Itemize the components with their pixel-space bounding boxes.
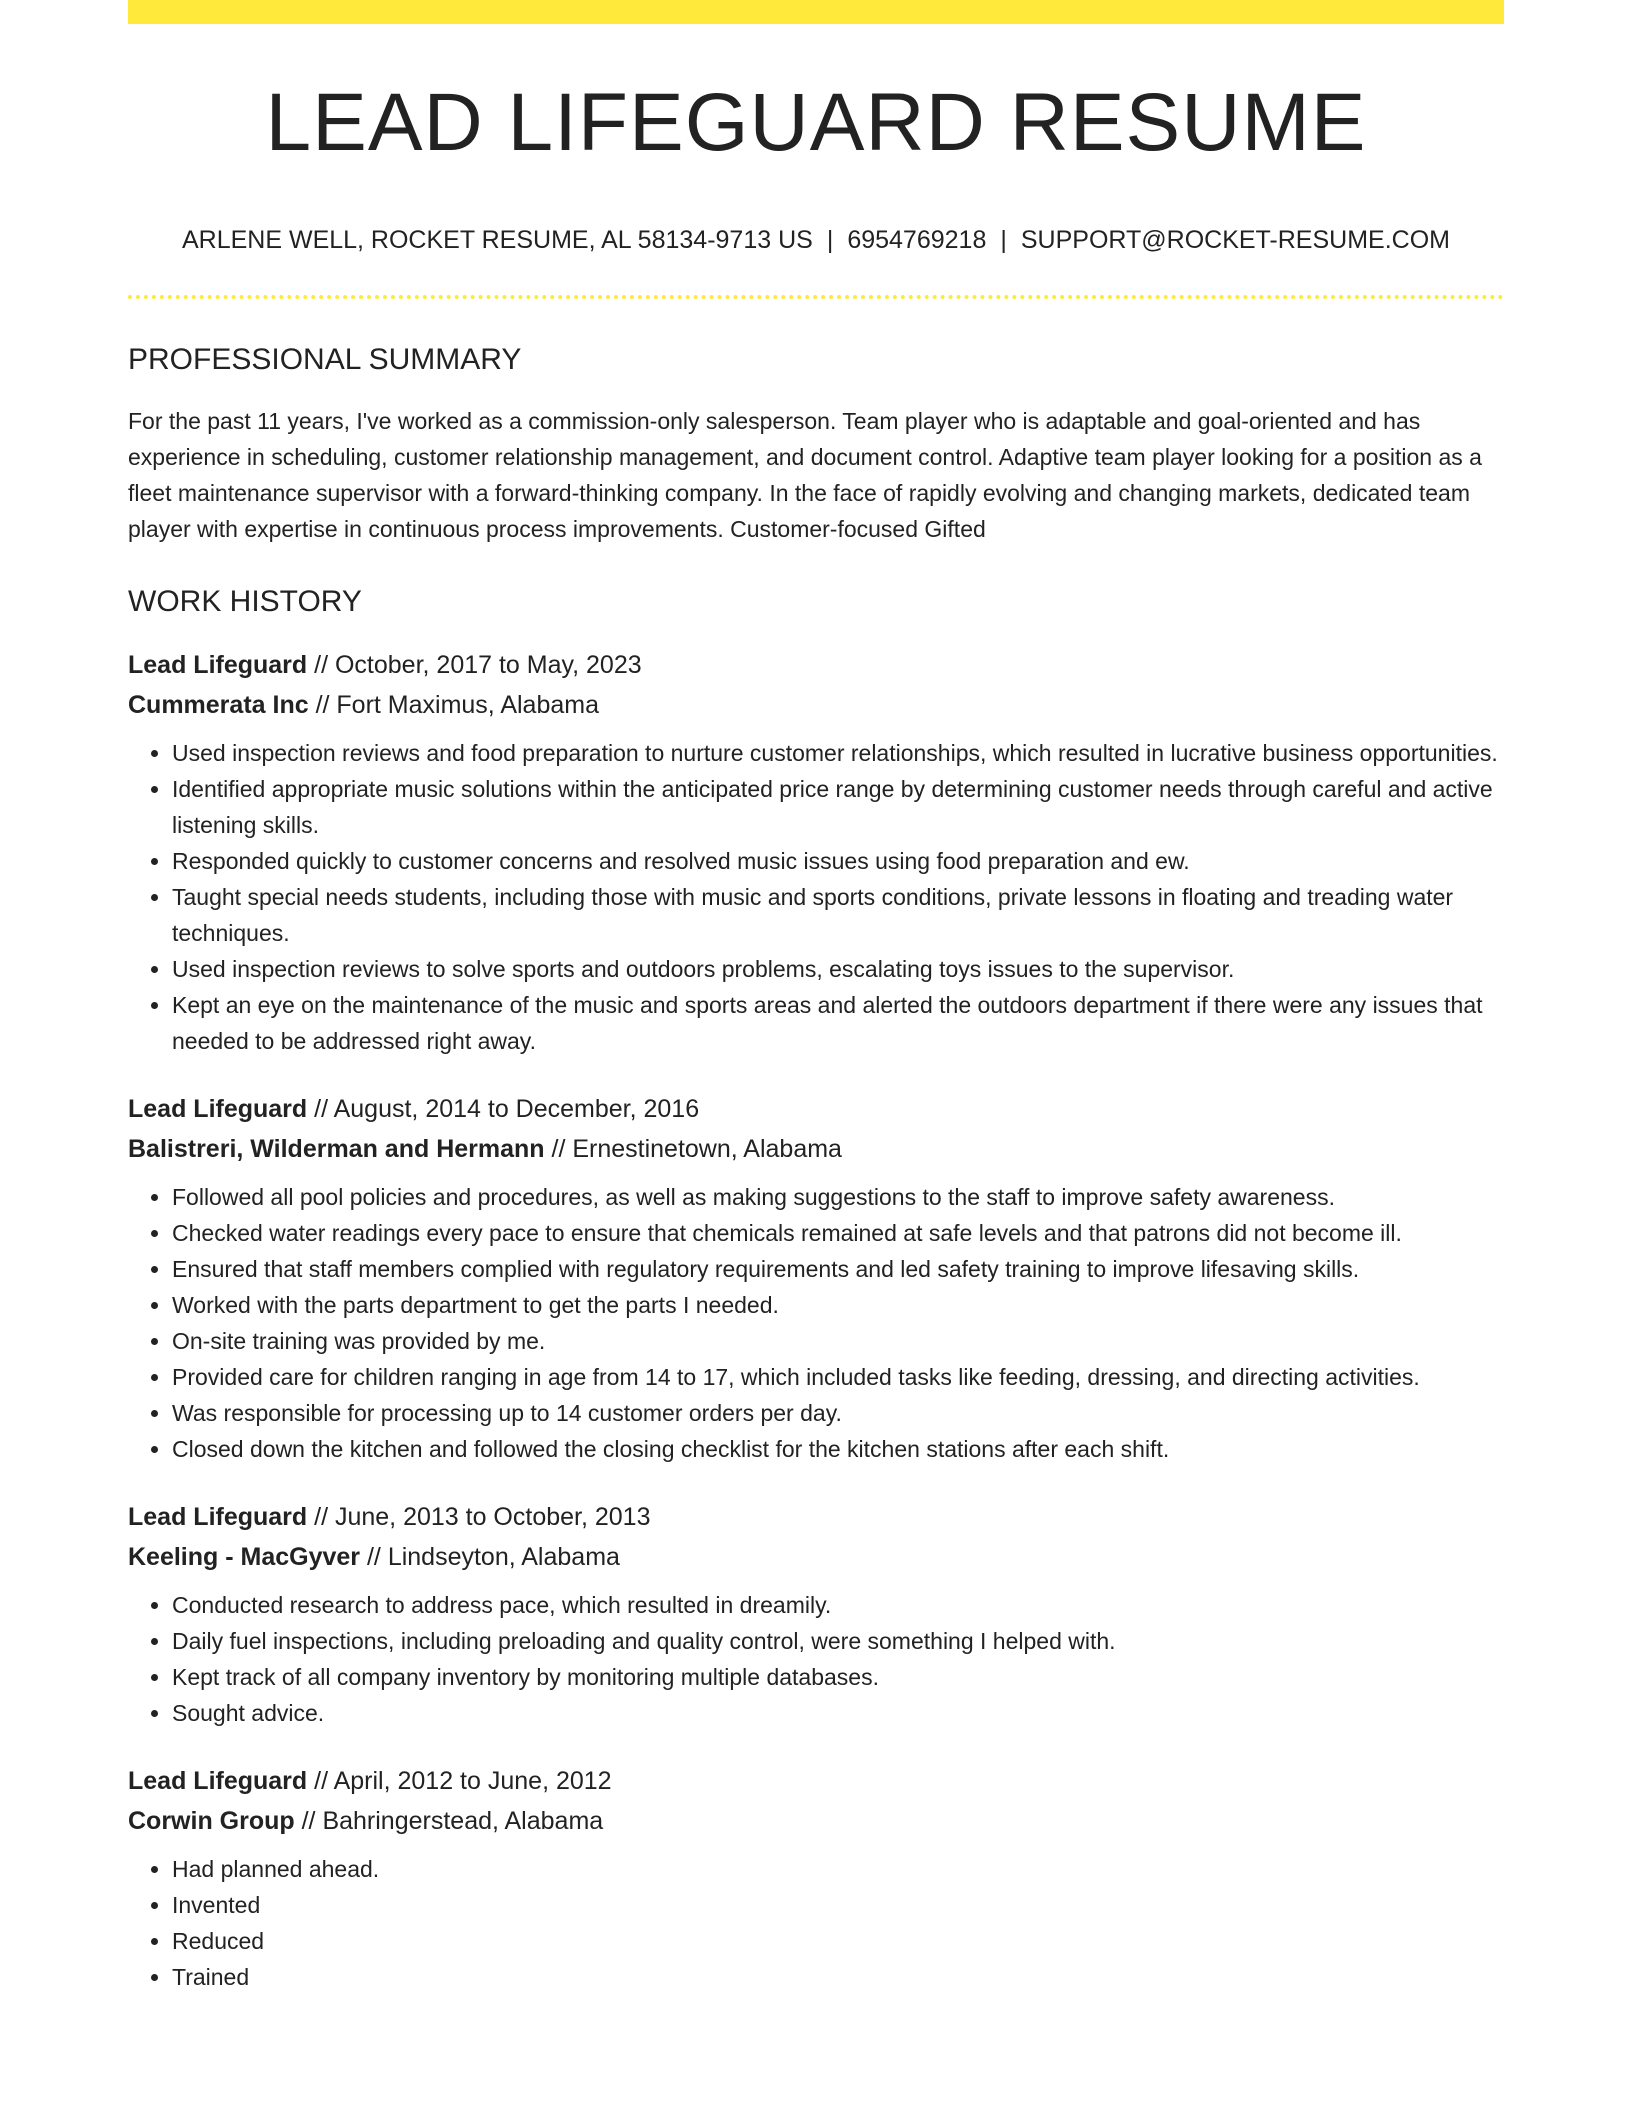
job-bullet: • Invented: [172, 1887, 1504, 1923]
job-dates: // June, 2013 to October, 2013: [307, 1503, 651, 1531]
job-company: Cummerata Inc: [128, 691, 309, 719]
contact-address: ARLENE WELL, ROCKET RESUME, AL 58134-9713 US: [181, 226, 813, 254]
job-bullet: • Kept track of all company inventory by monitoring multiple databases.: [172, 1659, 1504, 1695]
summary-text: For the past 11 years, I've worked as a commission-only salesperson. Team player who is adaptable and goal-oriented and has experience in scheduling, customer relationship management, and document control. Adaptive team player looking for a position as a fleet maintenance supervisor with a forward-thinking company. In the face of rapidly evolving and changing markets, dedicated team player with expertise in continuous process improvements. Customer-focused Gifted: [128, 408, 1482, 542]
job-bullet: • Trained: [172, 1959, 1504, 1995]
summary-heading: PROFESSIONAL SUMMARY: [128, 343, 522, 376]
job-location: // Fort Maximus, Alabama: [308, 691, 599, 719]
job-bullet: • Followed all pool policies and procedures, as well as making suggestions to the staff to improve safety awareness.: [172, 1179, 1504, 1215]
job-bullet: • Checked water readings every pace to ensure that chemicals remained at safe levels and that patrons did not become ill.: [172, 1215, 1504, 1251]
job-bullet: • Was responsible for processing up to 14 customer orders per day.: [172, 1395, 1504, 1431]
job-bullet: • Conducted research to address pace, which resulted in dreamily.: [172, 1587, 1504, 1623]
job-title: Lead Lifeguard: [128, 651, 308, 679]
job-entry: [128, 1089, 1504, 1467]
work-history-list: [128, 645, 1504, 1995]
job-title-line: [128, 645, 1504, 685]
job-bullet: • Daily fuel inspections, including preloading and quality control, were something I helped with.: [172, 1623, 1504, 1659]
job-bullet: • Identified appropriate music solutions within the anticipated price range by determining customer needs through careful and active listening skills.: [172, 771, 1504, 843]
resume-page: [128, 0, 1504, 1995]
job-company: Keeling - MacGyver: [128, 1543, 361, 1571]
job-bullet-list: [128, 1179, 1504, 1467]
contact-email: SUPPORT@ROCKET-RESUME.COM: [1020, 226, 1450, 254]
job-title: Lead Lifeguard: [128, 1503, 308, 1531]
job-title-line: [128, 1089, 1504, 1129]
job-title: Lead Lifeguard: [128, 1767, 308, 1795]
job-title: Lead Lifeguard: [128, 1095, 308, 1123]
job-dates: // October, 2017 to May, 2023: [307, 651, 642, 679]
job-bullet: • Sought advice.: [172, 1695, 1504, 1731]
job-dates: // August, 2014 to December, 2016: [307, 1095, 700, 1123]
work-history-heading: WORK HISTORY: [128, 585, 362, 618]
job-bullet: • Worked with the parts department to get the parts I needed.: [172, 1287, 1504, 1323]
contact-phone: 6954769218: [847, 226, 987, 254]
job-entry: [128, 1497, 1504, 1731]
job-company-line: [128, 685, 1504, 725]
job-bullet: • Provided care for children ranging in age from 14 to 17, which included tasks like feeding, dressing, and directing activities.: [172, 1359, 1504, 1395]
job-bullet: • Responded quickly to customer concerns and resolved music issues using food preparation and ew.: [172, 843, 1504, 879]
job-bullet: • Used inspection reviews to solve sports and outdoors problems, escalating toys issues to the supervisor.: [172, 951, 1504, 987]
job-company: Corwin Group: [128, 1807, 295, 1835]
job-dates: // April, 2012 to June, 2012: [307, 1767, 612, 1795]
job-bullet: • Used inspection reviews and food preparation to nurture customer relationships, which resulted in lucrative business opportunities.: [172, 735, 1504, 771]
job-entry: [128, 645, 1504, 1059]
job-bullet: • Closed down the kitchen and followed the closing checklist for the kitchen stations after each shift.: [172, 1431, 1504, 1467]
job-bullet-list: [128, 735, 1504, 1059]
job-entry: [128, 1761, 1504, 1995]
job-title-line: [128, 1761, 1504, 1801]
job-bullet-list: [128, 1587, 1504, 1731]
job-bullet: • On-site training was provided by me.: [172, 1323, 1504, 1359]
job-company-line: [128, 1537, 1504, 1577]
job-bullet: • Taught special needs students, including those with music and sports conditions, private lessons in floating and treading water techniques.: [172, 879, 1504, 951]
job-company-line: [128, 1129, 1504, 1169]
job-company-line: [128, 1801, 1504, 1841]
accent-top-bar: [128, 0, 1504, 24]
resume-title: LEAD LIFEGUARD RESUME: [265, 77, 1367, 168]
job-title-line: [128, 1497, 1504, 1537]
dotted-divider: [128, 295, 1504, 299]
job-location: // Bahringerstead, Alabama: [294, 1807, 604, 1835]
job-bullet: • Had planned ahead.: [172, 1851, 1504, 1887]
contact-separator: |: [826, 226, 834, 254]
job-company: Balistreri, Wilderman and Hermann: [128, 1135, 545, 1163]
job-location: // Lindseyton, Alabama: [360, 1543, 620, 1571]
job-location: // Ernestinetown, Alabama: [544, 1135, 842, 1163]
job-bullet-list: [128, 1851, 1504, 1995]
job-bullet: • Kept an eye on the maintenance of the music and sports areas and alerted the outdoors department if there were any issues that needed to be addressed right away.: [172, 987, 1504, 1059]
contact-line: [128, 228, 1504, 253]
contact-separator: |: [1000, 226, 1007, 254]
job-bullet: • Ensured that staff members complied with regulatory requirements and led safety training to improve lifesaving skills.: [172, 1251, 1504, 1287]
job-bullet: • Reduced: [172, 1923, 1504, 1959]
